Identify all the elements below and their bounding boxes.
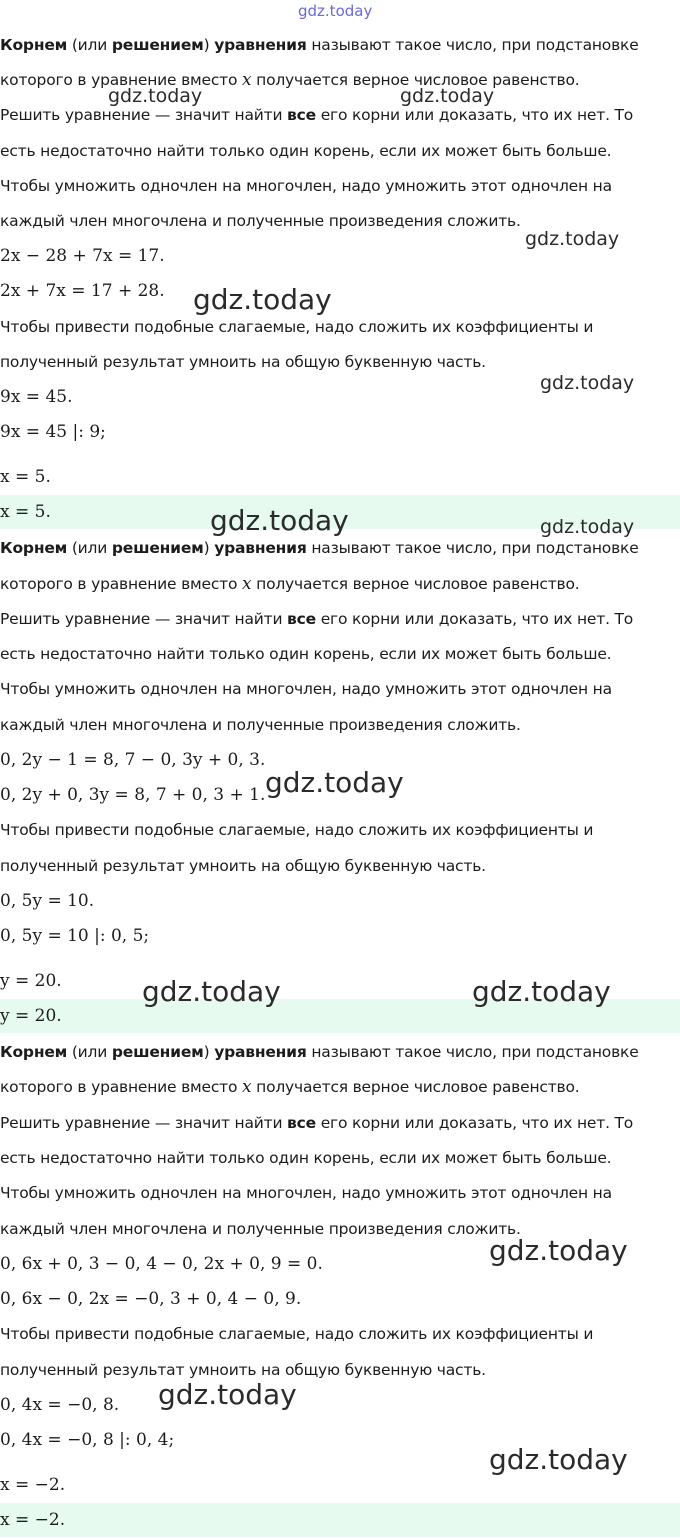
answer-text: x = −2. xyxy=(0,1510,66,1530)
equation-step: 0, 4x = −0, 8. xyxy=(0,1395,120,1415)
watermark-top: gdz.today xyxy=(298,2,373,20)
equation-step: 2x − 28 + 7x = 17. xyxy=(0,246,165,266)
equation-step: x = −2. xyxy=(0,1475,66,1495)
equation-step: 0, 5y = 10 |: 0, 5; xyxy=(0,926,150,946)
theory-root-definition xyxy=(0,1034,639,1070)
term-root: Корнем xyxy=(0,539,68,557)
text-fragment: называют такое число, при подстановке xyxy=(306,36,639,54)
theory-multiply-rule-cont: каждый член многочлена и полученные произведения сложить. xyxy=(0,212,521,230)
text-fragment: его корни или доказать, что их нет. То xyxy=(315,106,634,124)
equation-step: 0, 4x = −0, 8 |: 0, 4; xyxy=(0,1430,175,1450)
equation-step: 0, 2y + 0, 3y = 8, 7 + 0, 3 + 1. xyxy=(0,785,266,805)
term-solution: решением xyxy=(111,1043,204,1061)
answer-text: x = 5. xyxy=(0,502,51,522)
equation-step: x = 5. xyxy=(0,467,51,487)
watermark: gdz.today xyxy=(400,85,495,107)
theory-solve-definition-cont: есть недостаточно найти только один корень, если их может быть больше. xyxy=(0,645,612,663)
term-equation: уравнения xyxy=(214,539,307,557)
text-fragment: его корни или доказать, что их нет. То xyxy=(315,1114,634,1132)
variable-x: x xyxy=(242,1077,252,1097)
term-root: Корнем xyxy=(0,1043,68,1061)
text-fragment: ) xyxy=(203,36,215,54)
equation-step: 2x + 7x = 17 + 28. xyxy=(0,281,165,301)
text-fragment: (или xyxy=(67,36,112,54)
term-solution: решением xyxy=(111,539,204,557)
theory-solve-definition-cont: есть недостаточно найти только один корень, если их может быть больше. xyxy=(0,1149,612,1167)
text-fragment: ) xyxy=(203,1043,215,1061)
answer-highlight xyxy=(0,1503,680,1537)
theory-solve-definition xyxy=(0,1105,633,1141)
term-all: все xyxy=(287,610,316,628)
watermark: gdz.today xyxy=(210,504,349,537)
theory-like-terms-rule: Чтобы привести подобные слагаемые, надо сложить их коэффициенты и xyxy=(0,821,594,839)
term-equation: уравнения xyxy=(214,36,307,54)
watermark: gdz.today xyxy=(489,1234,628,1267)
text-fragment: которого в уравнение вместо xyxy=(0,71,243,89)
text-fragment: (или xyxy=(67,1043,112,1061)
equation-step: 0, 6x − 0, 2x = −0, 3 + 0, 4 − 0, 9. xyxy=(0,1289,302,1309)
term-all: все xyxy=(287,1114,316,1132)
text-fragment: получается верное числовое равенство. xyxy=(251,575,580,593)
equation-step: 0, 5y = 10. xyxy=(0,891,95,911)
theory-multiply-rule: Чтобы умножить одночлен на многочлен, надо умножить этот одночлен на xyxy=(0,1184,612,1202)
text-fragment: называют такое число, при подстановке xyxy=(306,539,639,557)
theory-multiply-rule: Чтобы умножить одночлен на многочлен, надо умножить этот одночлен на xyxy=(0,177,612,195)
theory-like-terms-rule-cont: полученный результат умноить на общую буквенную часть. xyxy=(0,857,486,875)
text-fragment: ) xyxy=(203,539,215,557)
theory-multiply-rule: Чтобы умножить одночлен на многочлен, надо умножить этот одночлен на xyxy=(0,680,612,698)
equation-step: y = 20. xyxy=(0,971,62,991)
term-equation: уравнения xyxy=(214,1043,307,1061)
watermark: gdz.today xyxy=(142,975,281,1008)
theory-solve-definition xyxy=(0,601,633,637)
text-fragment: которого в уравнение вместо xyxy=(0,575,243,593)
text-fragment: Решить уравнение — значит найти xyxy=(0,106,288,124)
theory-root-definition-cont xyxy=(0,1069,579,1105)
term-solution: решением xyxy=(111,36,204,54)
watermark: gdz.today xyxy=(472,975,611,1008)
text-fragment: Решить уравнение — значит найти xyxy=(0,1114,288,1132)
text-fragment: получается верное числовое равенство. xyxy=(251,71,580,89)
watermark: gdz.today xyxy=(108,85,203,107)
term-root: Корнем xyxy=(0,36,68,54)
equation-step: 9x = 45 |: 9; xyxy=(0,422,106,442)
watermark: gdz.today xyxy=(158,1378,297,1411)
watermark: gdz.today xyxy=(540,372,635,394)
equation-step: 0, 6x + 0, 3 − 0, 4 − 0, 2x + 0, 9 = 0. xyxy=(0,1254,323,1274)
equation-step: 9x = 45. xyxy=(0,387,73,407)
text-fragment: его корни или доказать, что их нет. То xyxy=(315,610,634,628)
theory-root-definition xyxy=(0,27,639,63)
watermark: gdz.today xyxy=(525,228,620,250)
theory-root-definition-cont xyxy=(0,566,579,602)
theory-multiply-rule-cont: каждый член многочлена и полученные произведения сложить. xyxy=(0,1220,521,1238)
watermark: gdz.today xyxy=(193,283,332,316)
theory-multiply-rule-cont: каждый член многочлена и полученные произведения сложить. xyxy=(0,716,521,734)
theory-like-terms-rule: Чтобы привести подобные слагаемые, надо сложить их коэффициенты и xyxy=(0,1325,594,1343)
answer-text: y = 20. xyxy=(0,1006,62,1026)
watermark: gdz.today xyxy=(265,766,404,799)
theory-solve-definition-cont: есть недостаточно найти только один корень, если их может быть больше. xyxy=(0,142,612,160)
watermark: gdz.today xyxy=(540,516,635,538)
text-fragment: получается верное числовое равенство. xyxy=(251,1078,580,1096)
text-fragment: Решить уравнение — значит найти xyxy=(0,610,288,628)
theory-solve-definition xyxy=(0,97,633,133)
theory-like-terms-rule-cont: полученный результат умноить на общую буквенную часть. xyxy=(0,353,486,371)
watermark: gdz.today xyxy=(489,1443,628,1476)
theory-like-terms-rule: Чтобы привести подобные слагаемые, надо сложить их коэффициенты и xyxy=(0,318,594,336)
theory-like-terms-rule-cont: полученный результат умноить на общую буквенную часть. xyxy=(0,1361,486,1379)
term-all: все xyxy=(287,106,316,124)
text-fragment: которого в уравнение вместо xyxy=(0,1078,243,1096)
text-fragment: (или xyxy=(67,539,112,557)
equation-step: 0, 2y − 1 = 8, 7 − 0, 3y + 0, 3. xyxy=(0,750,266,770)
text-fragment: называют такое число, при подстановке xyxy=(306,1043,639,1061)
variable-x: x xyxy=(242,70,252,90)
variable-x: x xyxy=(242,574,252,594)
